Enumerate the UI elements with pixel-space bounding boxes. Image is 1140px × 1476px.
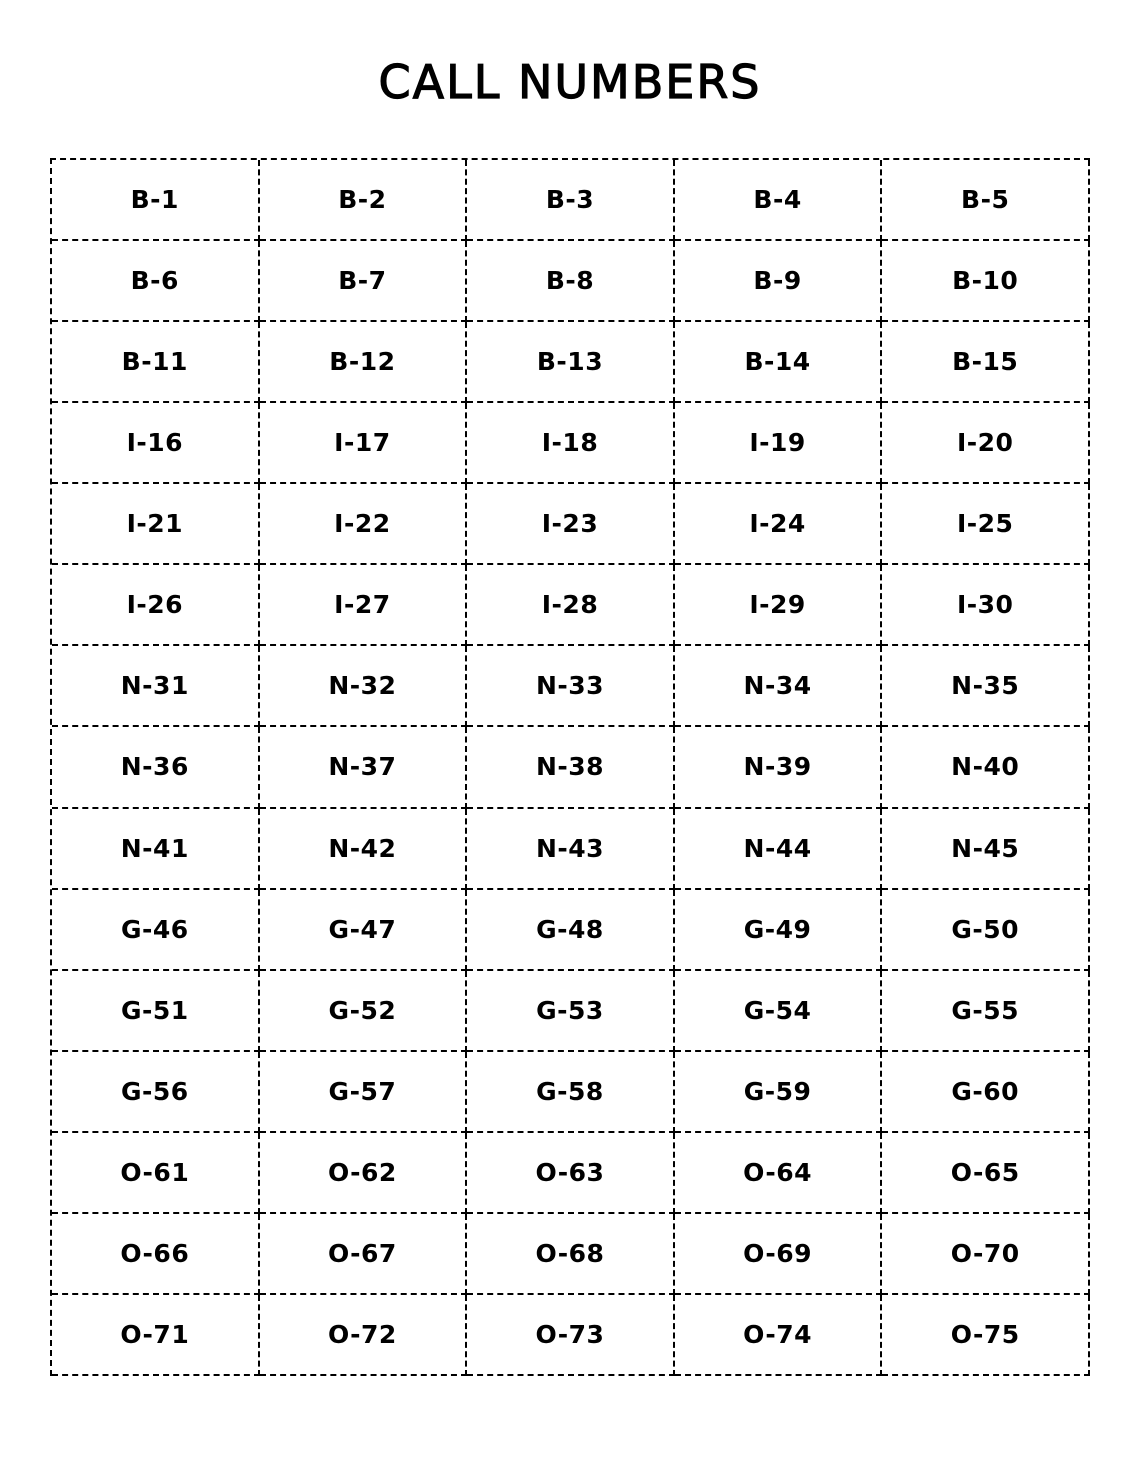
call-number-cell: O-66 bbox=[52, 1214, 260, 1295]
call-number-cell: B-8 bbox=[467, 241, 675, 322]
call-number-cell: I-20 bbox=[882, 403, 1090, 484]
call-number-cell: B-14 bbox=[675, 322, 883, 403]
call-number-cell: O-64 bbox=[675, 1133, 883, 1214]
call-number-cell: B-1 bbox=[52, 160, 260, 241]
call-number-cell: B-15 bbox=[882, 322, 1090, 403]
call-numbers-grid bbox=[50, 158, 1090, 1376]
call-number-cell: I-24 bbox=[675, 484, 883, 565]
call-number-cell: I-25 bbox=[882, 484, 1090, 565]
call-number-cell: G-46 bbox=[52, 890, 260, 971]
call-number-cell: N-40 bbox=[882, 727, 1090, 808]
call-number-cell: I-26 bbox=[52, 565, 260, 646]
call-number-cell: B-9 bbox=[675, 241, 883, 322]
call-number-cell: N-32 bbox=[260, 646, 468, 727]
call-number-cell: O-71 bbox=[52, 1295, 260, 1376]
call-number-cell: G-53 bbox=[467, 971, 675, 1052]
call-number-cell: O-65 bbox=[882, 1133, 1090, 1214]
call-number-cell: G-47 bbox=[260, 890, 468, 971]
call-number-cell: N-41 bbox=[52, 809, 260, 890]
call-number-cell: N-42 bbox=[260, 809, 468, 890]
call-number-cell: N-36 bbox=[52, 727, 260, 808]
call-number-cell: O-69 bbox=[675, 1214, 883, 1295]
call-number-cell: O-70 bbox=[882, 1214, 1090, 1295]
call-number-cell: I-27 bbox=[260, 565, 468, 646]
call-number-cell: I-16 bbox=[52, 403, 260, 484]
call-number-cell: G-58 bbox=[467, 1052, 675, 1133]
call-number-cell: N-44 bbox=[675, 809, 883, 890]
call-number-cell: I-29 bbox=[675, 565, 883, 646]
page-title: CALL NUMBERS bbox=[378, 55, 762, 109]
call-number-cell: O-67 bbox=[260, 1214, 468, 1295]
call-number-cell: O-73 bbox=[467, 1295, 675, 1376]
call-number-cell: O-68 bbox=[467, 1214, 675, 1295]
call-number-cell: B-11 bbox=[52, 322, 260, 403]
call-number-cell: I-18 bbox=[467, 403, 675, 484]
call-number-cell: N-38 bbox=[467, 727, 675, 808]
call-number-cell: G-54 bbox=[675, 971, 883, 1052]
call-number-cell: I-28 bbox=[467, 565, 675, 646]
call-number-cell: G-50 bbox=[882, 890, 1090, 971]
call-number-cell: I-23 bbox=[467, 484, 675, 565]
call-number-cell: N-34 bbox=[675, 646, 883, 727]
call-number-cell: N-39 bbox=[675, 727, 883, 808]
call-number-cell: B-6 bbox=[52, 241, 260, 322]
call-number-cell: B-12 bbox=[260, 322, 468, 403]
call-number-cell: B-13 bbox=[467, 322, 675, 403]
call-number-cell: I-21 bbox=[52, 484, 260, 565]
call-number-cell: O-62 bbox=[260, 1133, 468, 1214]
call-number-cell: G-60 bbox=[882, 1052, 1090, 1133]
call-number-cell: G-56 bbox=[52, 1052, 260, 1133]
call-number-cell: O-72 bbox=[260, 1295, 468, 1376]
call-number-cell: G-59 bbox=[675, 1052, 883, 1133]
call-number-cell: B-3 bbox=[467, 160, 675, 241]
call-number-cell: B-10 bbox=[882, 241, 1090, 322]
call-number-cell: G-51 bbox=[52, 971, 260, 1052]
call-number-cell: B-7 bbox=[260, 241, 468, 322]
call-number-cell: N-43 bbox=[467, 809, 675, 890]
call-number-cell: I-17 bbox=[260, 403, 468, 484]
call-number-cell: O-75 bbox=[882, 1295, 1090, 1376]
call-number-cell: G-57 bbox=[260, 1052, 468, 1133]
call-number-cell: O-61 bbox=[52, 1133, 260, 1214]
call-number-cell: N-33 bbox=[467, 646, 675, 727]
call-number-cell: I-22 bbox=[260, 484, 468, 565]
call-number-cell: O-63 bbox=[467, 1133, 675, 1214]
call-number-cell: O-74 bbox=[675, 1295, 883, 1376]
call-number-cell: N-31 bbox=[52, 646, 260, 727]
call-number-cell: I-19 bbox=[675, 403, 883, 484]
call-number-cell: G-55 bbox=[882, 971, 1090, 1052]
call-number-cell: N-37 bbox=[260, 727, 468, 808]
call-number-cell: B-2 bbox=[260, 160, 468, 241]
call-number-cell: N-35 bbox=[882, 646, 1090, 727]
call-number-cell: N-45 bbox=[882, 809, 1090, 890]
call-number-cell: B-5 bbox=[882, 160, 1090, 241]
call-number-cell: G-48 bbox=[467, 890, 675, 971]
call-number-cell: G-49 bbox=[675, 890, 883, 971]
call-number-cell: G-52 bbox=[260, 971, 468, 1052]
call-number-cell: I-30 bbox=[882, 565, 1090, 646]
call-number-cell: B-4 bbox=[675, 160, 883, 241]
